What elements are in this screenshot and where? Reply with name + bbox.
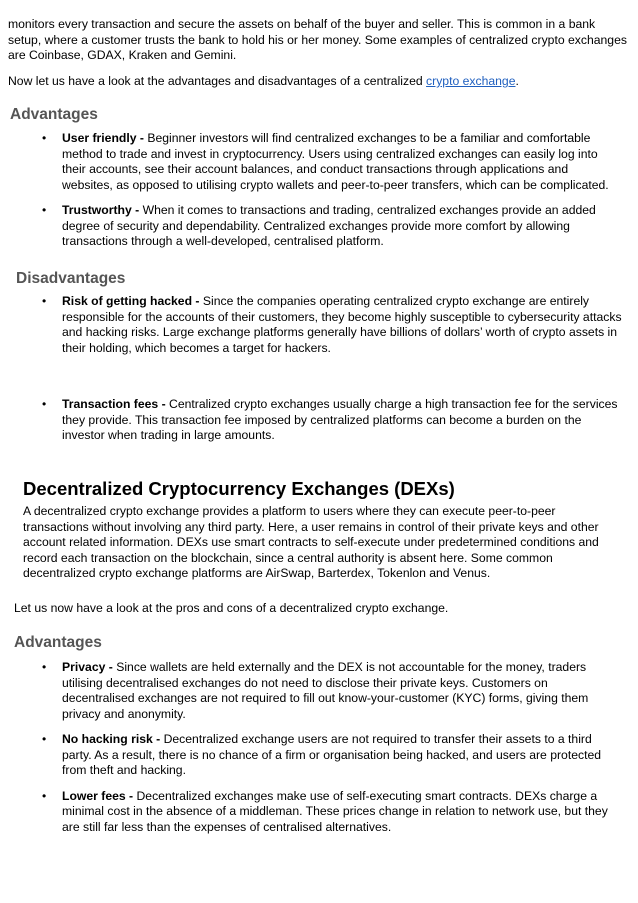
bullet-icon: • <box>42 131 47 145</box>
item-text: Decentralized exchanges make use of self-executing smart contracts. DEXs charge a minimal cost in the absence of a middleman. These prices change in relation to network use, but they are still far less than the expenses of centralised alternatives. <box>62 788 608 834</box>
list-item <box>42 294 622 356</box>
item-text: When it comes to transactions and trading, centralized exchanges provide an added degree of security and dependability. Centralized exchanges provide more comfort by allowing transactions through a well-developed, centralised platform. <box>62 203 596 248</box>
dex-lead-paragraph: Let us now have a look at the pros and cons of a decentralized crypto exchange. <box>14 601 449 615</box>
list-item <box>42 397 622 444</box>
dex-description-paragraph: A decentralized crypto exchange provides a platform to users where they can execute peer-to-peer transactions without involving any third party. Here, a user remains in control of their private keys and other account related information. DEXs use smart contracts to self-execute under predetermined conditions and record each transaction on the blockchain, since a central authority is absent here. Some common decentralized crypto exchange platforms are AirSwap, Barterdex, Tokenlon and Venus. <box>23 504 599 580</box>
item-title: Lower fees - <box>62 788 137 803</box>
centralized-lead-paragraph <box>8 74 630 90</box>
list-item <box>42 203 622 250</box>
bullet-icon: • <box>42 397 47 411</box>
item-text: Since wallets are held externally and the DEX is not accountable for the money, traders utilising decentralised exchanges do not need to disclose their private keys. Customers on decentralised exchanges are not required to fill out know-your-customer (KYC) forms, giving them privacy and anonymity. <box>62 660 589 721</box>
item-text: Decentralized exchange users are not required to transfer their assets to a third party. As a result, there is no chance of a firm or organisation being hacked, and users are protected from theft and hacking. <box>62 732 602 777</box>
centralized-disadvantages-list <box>42 294 622 444</box>
item-title: Transaction fees - <box>62 397 170 411</box>
list-item <box>42 788 622 836</box>
crypto-exchange-link[interactable]: crypto exchange <box>426 74 516 88</box>
bullet-icon: • <box>42 788 47 803</box>
dex-advantages-list <box>42 660 622 835</box>
list-item <box>42 660 622 722</box>
centralized-advantages-list <box>42 131 622 250</box>
centralized-disadvantages-heading: Disadvantages <box>16 270 126 287</box>
intro-paragraph: monitors every transaction and secure the assets on behalf of the buyer and seller. This is common in a bank setup, where a customer trusts the bank to hold his or her money. Some examples of centralized crypto exchanges are Coinbase, GDAX, Kraken and Gemini. <box>8 17 627 62</box>
item-text: Centralized crypto exchanges usually charge a high transaction fee for the services they provide. This transaction fee imposed by centralized platforms can become a burden on the investor when trading in large amounts. <box>62 397 618 442</box>
bullet-icon: • <box>42 203 47 217</box>
bullet-icon: • <box>42 294 47 308</box>
item-title: Risk of getting hacked - <box>62 294 203 308</box>
item-text: Beginner investors will find centralized exchanges to be a familiar and comfortable method to trade and invest in cryptocurrency. Users using centralized exchanges can easily log into their accounts, see their account balances, and conduct transactions through applications and websites, as opposed to utilising crypto wallets and peer-to-peer transfers, which can be complicated. <box>62 131 609 192</box>
lead-suffix: . <box>515 74 519 88</box>
dex-section-heading: Decentralized Cryptocurrency Exchanges (DEXs) <box>23 478 455 499</box>
item-title: No hacking risk - <box>62 732 164 746</box>
bullet-icon: • <box>42 660 47 674</box>
item-title: Trustworthy - <box>62 203 143 217</box>
list-item <box>42 131 622 193</box>
dex-advantages-heading: Advantages <box>14 634 102 651</box>
bullet-icon: • <box>42 732 47 746</box>
lead-prefix: Now let us have a look at the advantages and disadvantages of a centralized <box>8 74 427 88</box>
centralized-advantages-heading: Advantages <box>10 106 98 123</box>
item-title: User friendly - <box>62 131 148 145</box>
item-title: Privacy - <box>62 660 117 674</box>
item-text: Since the companies operating centralized crypto exchange are entirely responsible for the accounts of their customers, they become highly susceptible to cybersecurity attacks and hacking risks. Large exchange platforms generally have billions of dollars’ worth of crypto assets in their holding, which becomes a target for hackers. <box>62 294 622 355</box>
list-item <box>42 732 622 779</box>
